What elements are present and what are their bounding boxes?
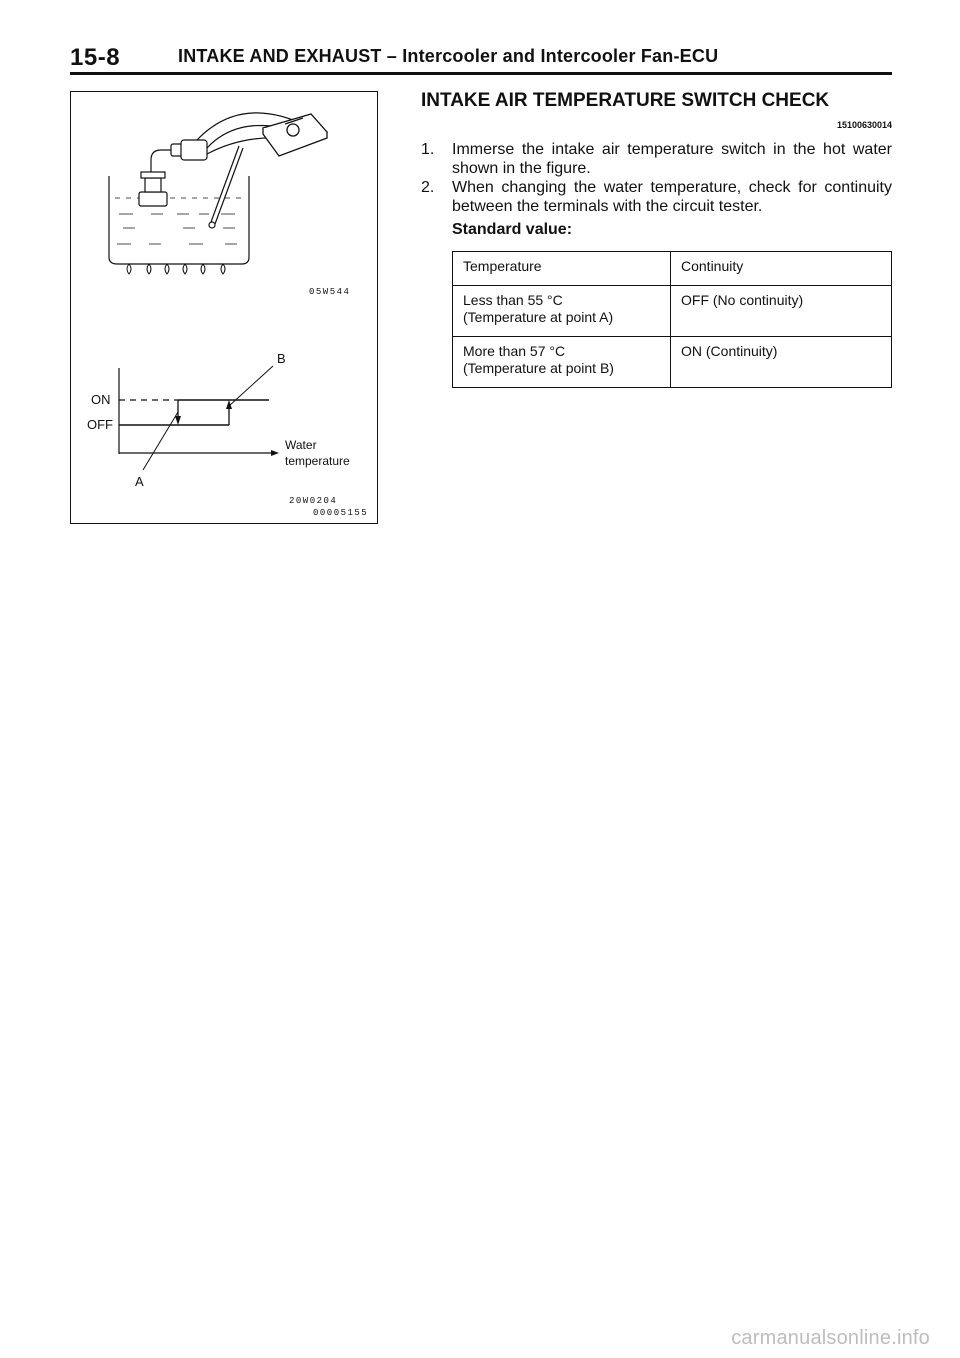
spec-table xyxy=(452,251,892,388)
graph-axis-label-2: temperature xyxy=(285,454,350,468)
step-item xyxy=(421,178,892,216)
temperature-note: (Temperature at point B) xyxy=(463,360,614,376)
graph-off-label: OFF xyxy=(87,417,113,432)
graph-on-label: ON xyxy=(91,392,111,407)
temperature-note: (Temperature at point A) xyxy=(463,309,614,325)
section-title: INTAKE AIR TEMPERATURE SWITCH CHECK xyxy=(421,90,830,111)
header-divider xyxy=(70,72,892,75)
table-header-row xyxy=(453,252,892,286)
watermark: carmanualsonline.info xyxy=(731,1327,930,1349)
graph-point-b: B xyxy=(277,351,286,366)
step-text: Immerse the intake air temperature switch in the hot water shown in the figure. xyxy=(452,141,892,177)
switch-graph xyxy=(87,351,350,489)
step-number: 2. xyxy=(421,179,435,196)
burner-flame-icon xyxy=(127,264,225,274)
continuity-cell: ON (Continuity) xyxy=(671,337,892,388)
figure-code-top: 05W544 xyxy=(309,287,351,297)
switch-off-arrow-icon xyxy=(175,416,181,425)
standard-value-label: Standard value: xyxy=(452,221,573,238)
section-code: 15100630014 xyxy=(836,120,892,130)
figure-code-2: 00005155 xyxy=(313,508,369,518)
figure-code-1: 20W0204 xyxy=(289,496,338,506)
temperature-value: Less than 55 °C xyxy=(463,292,563,308)
figure-panel xyxy=(70,91,378,524)
column-header-continuity: Continuity xyxy=(671,252,892,286)
page-number: 15-8 xyxy=(70,44,121,71)
procedure-steps xyxy=(421,140,892,216)
temperature-value: More than 57 °C xyxy=(463,343,566,359)
figure-illustration xyxy=(71,92,379,525)
graph-point-a: A xyxy=(135,474,144,489)
step-text: When changing the water temperature, check for continuity between the terminals with the circuit tester. xyxy=(452,179,892,215)
step-item xyxy=(421,140,892,178)
step-number: 1. xyxy=(421,141,435,158)
page-title: INTAKE AND EXHAUST – Intercooler and Intercooler Fan-ECU xyxy=(178,46,719,66)
temperature-cell xyxy=(453,337,671,388)
continuity-cell: OFF (No continuity) xyxy=(671,286,892,337)
graph-axis-label-1: Water xyxy=(285,438,317,452)
table-row xyxy=(453,286,892,337)
x-axis-arrow-icon xyxy=(271,450,279,456)
circuit-tester-icon xyxy=(263,114,327,156)
table-row xyxy=(453,337,892,388)
temperature-cell xyxy=(453,286,671,337)
thermometer-icon xyxy=(209,146,243,228)
column-header-temperature: Temperature xyxy=(453,252,671,286)
